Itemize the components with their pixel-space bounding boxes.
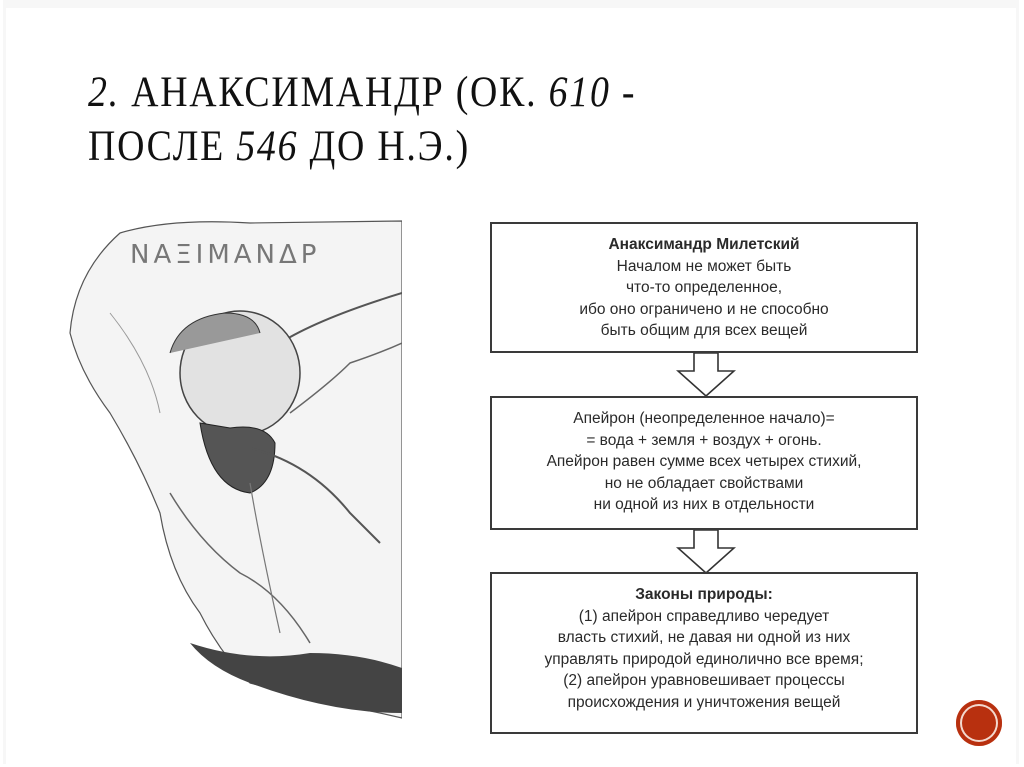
title-number: 2.: [88, 69, 132, 116]
down-arrow-icon: [676, 353, 736, 397]
title-line-2: [88, 123, 470, 170]
title-death-year: 546: [236, 123, 299, 170]
box-line: Апейрон (неопределенное начало)=: [573, 410, 835, 427]
box-line: что-то определенное,: [625, 279, 783, 296]
flowchart-box-laws-of-nature: [490, 572, 918, 734]
box-line: ни одной из них в отдельности: [593, 496, 815, 513]
box-line: управлять природой единолично все время;: [544, 650, 864, 668]
slide-title: [88, 66, 722, 174]
title-name: АНАКСИМАНДР (ОК.: [131, 69, 549, 116]
title-birth-year: 610 -: [548, 69, 637, 116]
box-line: = вода + земля + воздух + огонь.: [586, 431, 822, 449]
box-line: (2) апейрон уравновешивает процессы: [563, 672, 845, 689]
box-line: Апейрон равен сумме всех четырех стихий,: [546, 453, 862, 470]
box-heading: Законы природы:: [635, 586, 773, 603]
box-line: происхождения и уничтожения вещей: [567, 693, 841, 711]
title-line-1: [88, 69, 636, 116]
slide-badge-circle-icon: [956, 700, 1002, 746]
flowchart-box-anaximander: [490, 222, 918, 353]
box-line: (1) апейрон справедливо чередует: [578, 607, 830, 625]
box-line: но не обладает свойствами: [604, 474, 804, 492]
anaximander-portrait-image: [50, 213, 402, 723]
box-heading: Анаксимандр Милетский: [608, 236, 800, 253]
box-line: власть стихий, не давая ни одной из них: [557, 629, 851, 646]
box-line: Началом не может быть: [616, 257, 792, 275]
box-line: ибо оно ограничено и не способно: [579, 300, 829, 318]
flowchart-box-apeiron: [490, 396, 918, 530]
title-era: ДО Н.Э.): [298, 123, 470, 170]
portrait-illustration-icon: [50, 213, 402, 723]
svg-text:ΝΑΞΙΜΑΝΔΡ: ΝΑΞΙΜΑΝΔΡ: [130, 240, 321, 270]
title-after: ПОСЛЕ: [88, 123, 237, 170]
down-arrow-icon: [676, 530, 736, 574]
box-line: быть общим для всех вещей: [600, 322, 808, 339]
